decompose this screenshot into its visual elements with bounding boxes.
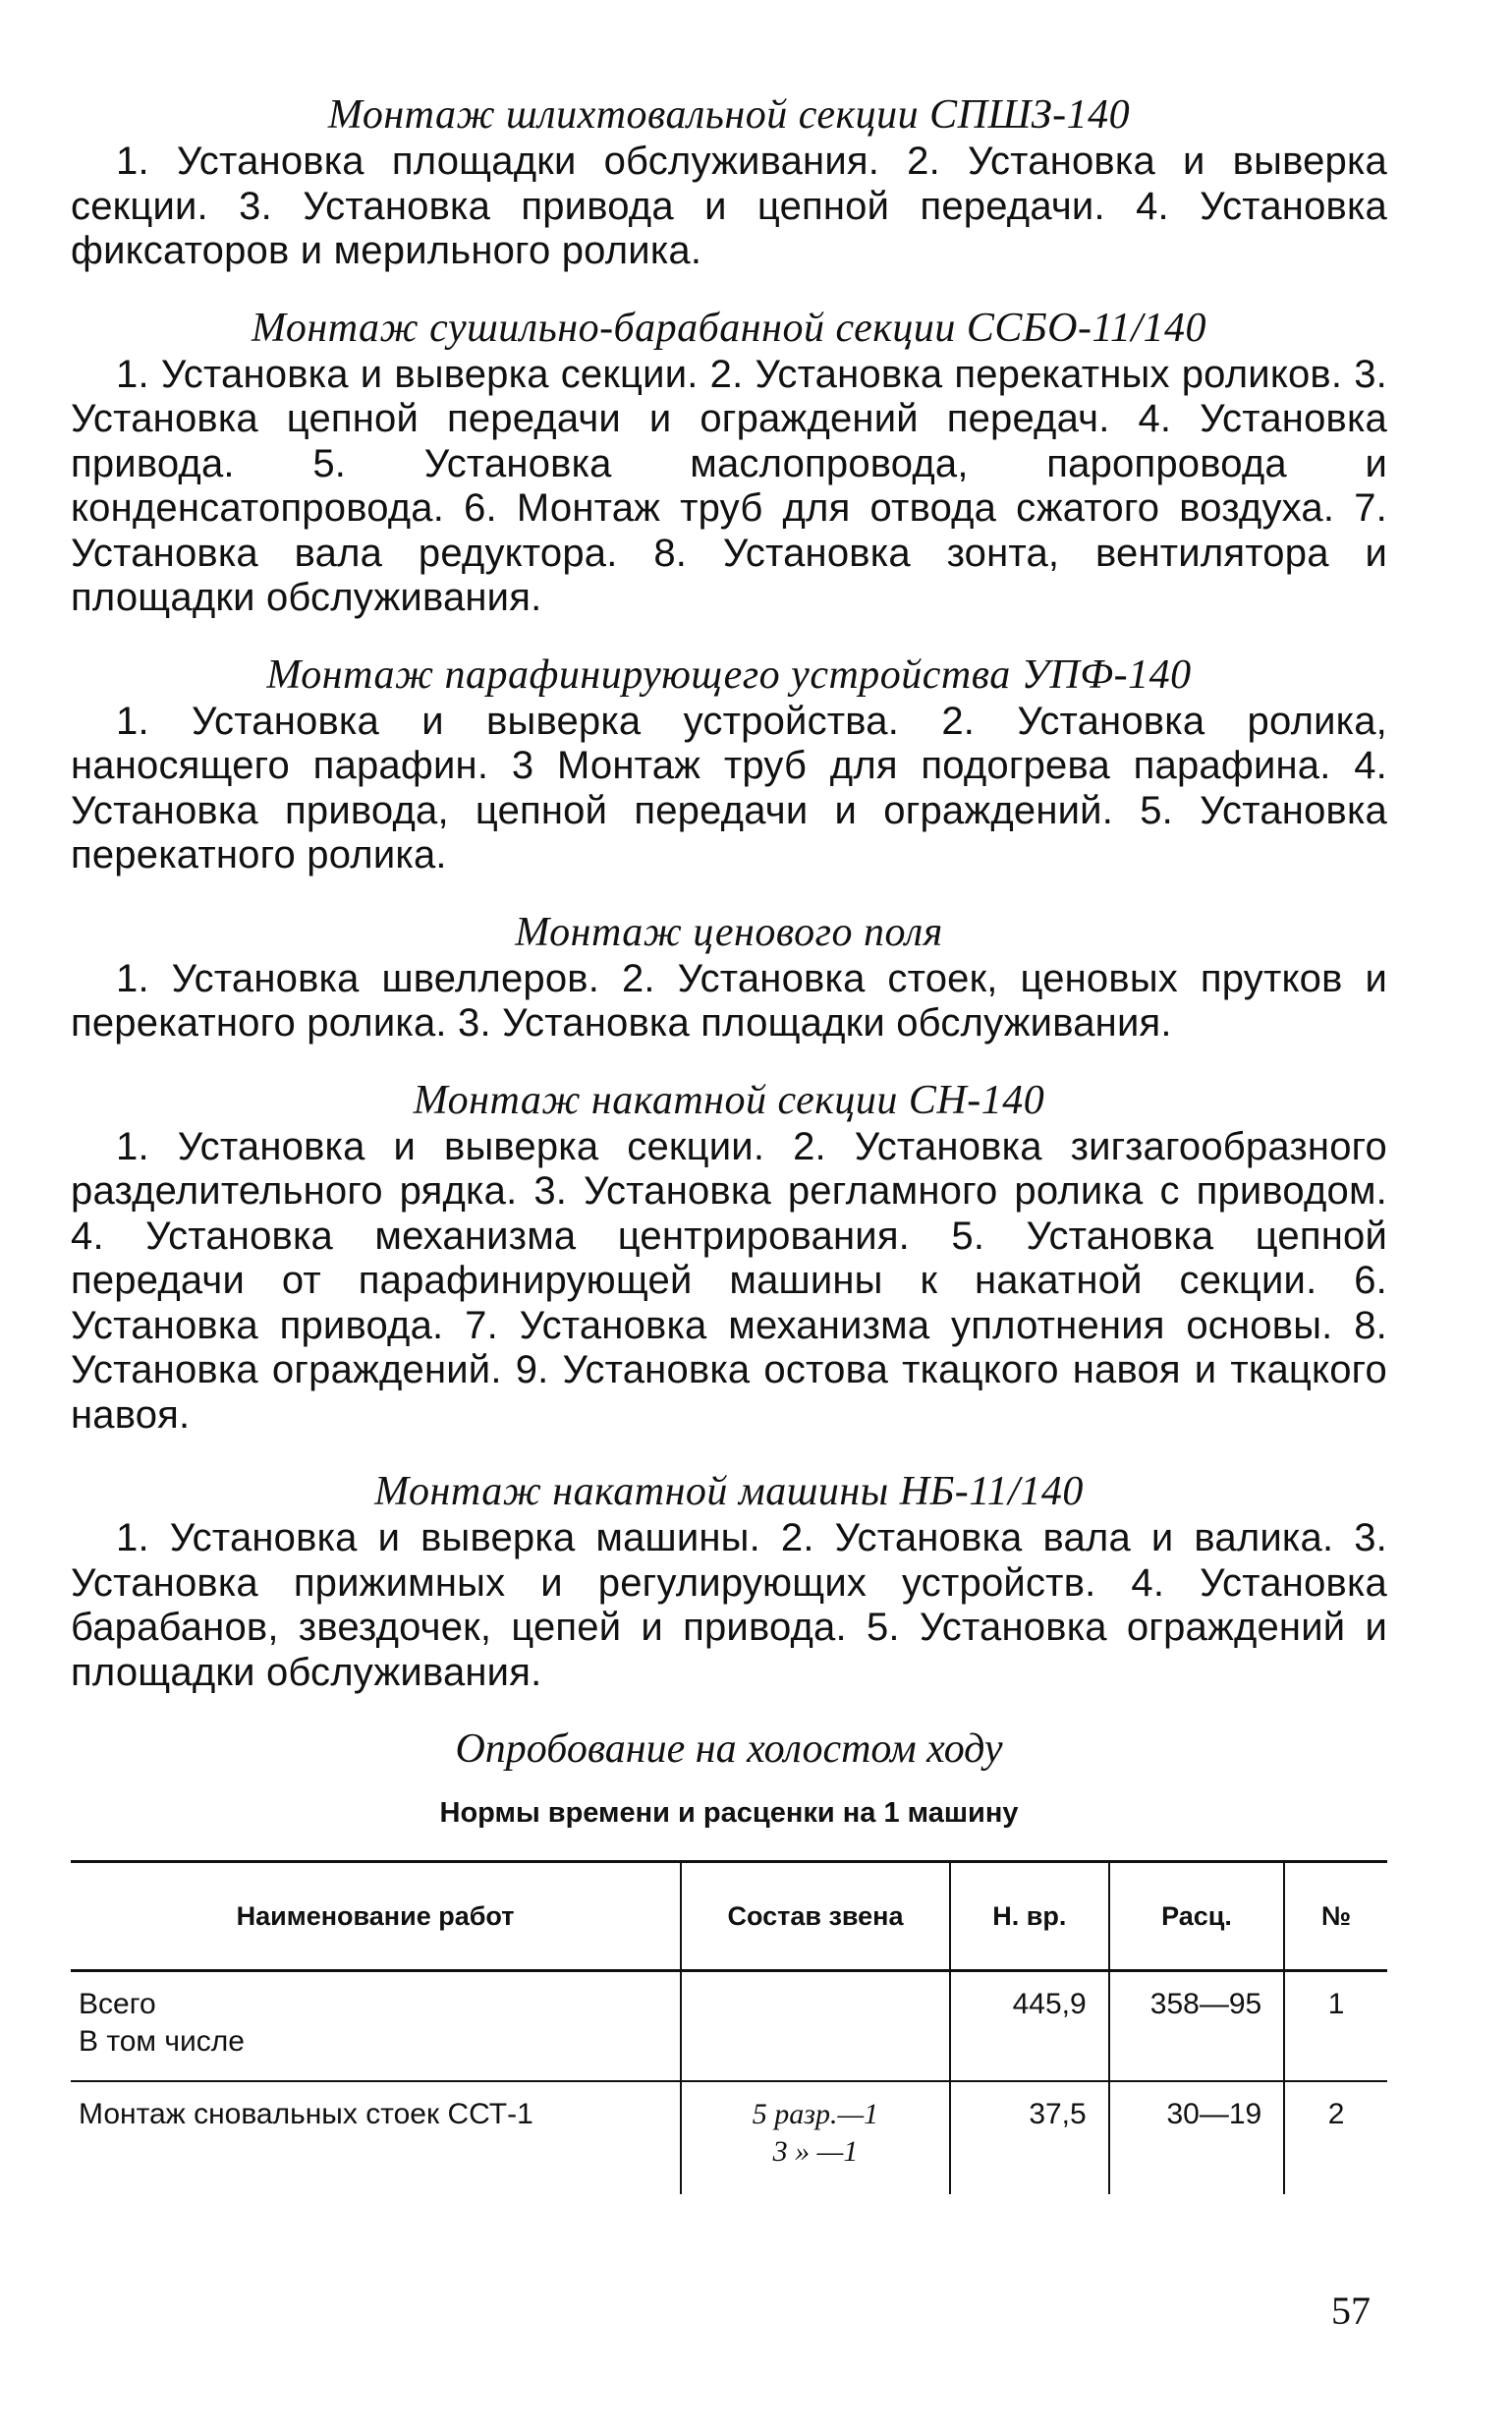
cell-crew-line: 5 разр.—1 (752, 2098, 879, 2130)
document-page (71, 90, 1387, 2194)
cell-name-line: В том числе (79, 2025, 245, 2058)
cell-rate: 358—95 (1109, 1971, 1285, 2082)
section-waxing-device (71, 650, 1387, 878)
norms-table (71, 1860, 1387, 2194)
section-lease-field (71, 908, 1387, 1046)
cell-rate: 30—19 (1109, 2081, 1285, 2194)
section-text: 1. Установка и выверка устройства. 2. Установка ролика, наносящего парафин. 3 Монтаж труб для подогрева парафина. 4. Установка привода, цепной передачи и ограждений. 5. Установка перекатного ролика. (71, 699, 1387, 876)
cell-crew (681, 2081, 950, 2194)
table-row (71, 1971, 1387, 2082)
cell-crew (681, 1971, 950, 2082)
section-heading: Монтаж шлихтовальной секции СПШЗ-140 (327, 92, 1131, 138)
section-text: 1. Установка площадки обслуживания. 2. Установка и выверка секции. 3. Установка привода и цепной передачи. 4. Установка фиксаторов и мерильного ролика. (71, 140, 1387, 272)
cell-name (71, 1971, 681, 2082)
cell-crew-line: 3 » —1 (772, 2135, 859, 2168)
cell-index: 1 (1284, 1971, 1387, 2082)
section-heading: Монтаж накатной машины НБ-11/140 (374, 1469, 1084, 1514)
table-section-heading: Опробование на холостом ходу (455, 1726, 1003, 1772)
section-winding-section (71, 1076, 1387, 1439)
page-number: 57 (1331, 2289, 1371, 2333)
column-header-time: Н. вр. (950, 1862, 1109, 1971)
cell-name-line: Всего (79, 1988, 156, 2020)
section-heading: Монтаж парафинирующего устройства УПФ-140 (266, 651, 1192, 698)
section-drying-drum (71, 304, 1387, 621)
table-caption: Нормы времени и расценки на 1 машину (439, 1797, 1019, 1829)
column-header-index: № (1284, 1862, 1387, 1971)
cell-name (71, 2081, 681, 2194)
section-text: 1. Установка швеллеров. 2. Установка стоек, ценовых прутков и перекатного ролика. 3. Установка площадки обслуживания. (71, 956, 1387, 1045)
column-header-crew: Состав звена (681, 1862, 950, 1971)
column-header-name: Наименование работ (236, 1900, 515, 1931)
table-row (71, 2081, 1387, 2194)
cell-index: 2 (1284, 2081, 1387, 2194)
section-heading: Монтаж накатной секции СН-140 (413, 1077, 1045, 1123)
section-text: 1. Установка и выверка секции. 2. Установка зигзагообразного разделительного рядка. 3. Установка регламного ролика с приводом. 4. Установка механизма центрирования. 5. Установка цепной передачи от парафинирующей машины к накатной секции. 6. Установка привода. 7. Установка механизма уплотнения основы. 8. Установка ограждений. 9. Установка остова ткацкого навоя и ткацкого навоя. (71, 1124, 1387, 1437)
section-slashing (71, 90, 1387, 274)
section-text: 1. Установка и выверка машины. 2. Установка вала и валика. 3. Установка прижимных и регулирующих устройств. 4. Установка барабанов, звездочек, цепей и привода. 5. Установка ограждений и площадки обслуживания. (71, 1516, 1387, 1694)
cell-time: 37,5 (950, 2081, 1109, 2194)
cell-name-line: Монтаж сновальных стоек ССТ-1 (79, 2098, 533, 2130)
column-header-rate: Расц. (1109, 1862, 1285, 1971)
section-text: 1. Установка и выверка секции. 2. Установка перекатных роликов. 3. Установка цепной передачи и ограждений передач. 4. Установка привода. 5. Установка маслопровода, паропровода и конденсатопровода. 6. Монтаж труб для отвода сжатого воздуха. 7. Установка вала редуктора. 8. Установка зонта, вентилятора и площадки обслуживания. (71, 352, 1387, 619)
section-heading: Монтаж сушильно-барабанной секции ССБО-11/140 (251, 305, 1207, 351)
table-header-row (71, 1862, 1387, 1971)
section-winding-machine (71, 1467, 1387, 1695)
section-heading: Монтаж ценового поля (515, 909, 943, 955)
cell-time: 445,9 (950, 1971, 1109, 2082)
